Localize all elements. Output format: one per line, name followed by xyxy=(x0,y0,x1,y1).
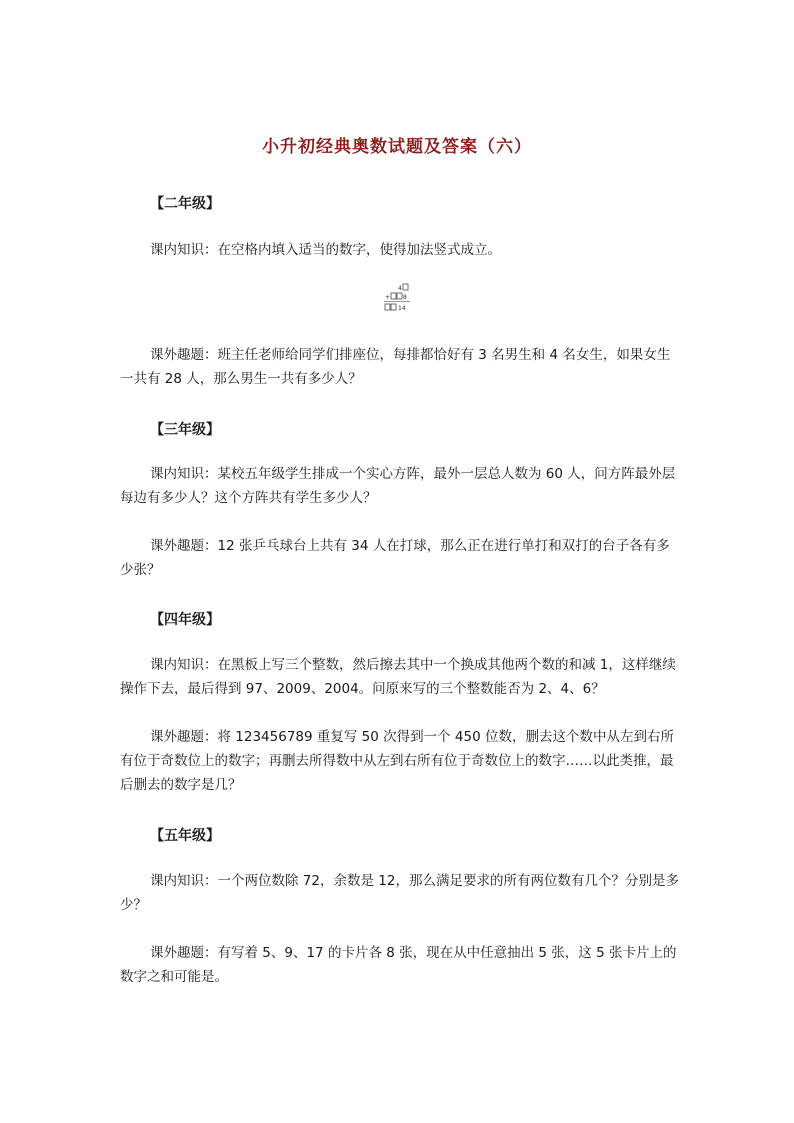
document-title: 小升初经典奥数试题及答案（六） xyxy=(262,137,532,157)
addition-puzzle-figure xyxy=(372,283,422,313)
extra-question-4: 课外趣题：将 123456789 重复写 50 次得到一个 450 位数，删去这个数中从左到右所有位于奇数位上的数字；再删去所得数中从左到右所有位于奇数位上的数字……以此类推，最后删去的数字是几？ xyxy=(120,729,674,793)
blank-box xyxy=(391,304,396,310)
puzzle-digits: 14 xyxy=(398,305,406,312)
plus-sign: + xyxy=(385,294,391,301)
blank-box xyxy=(391,293,396,299)
extra-question-3: 课外趣题：12 张乒乓球台上共有 34 人在打球，那么正在进行单打和双打的台子各有多少张？ xyxy=(120,538,670,578)
grade-heading-5: 【五年级】 xyxy=(150,828,220,844)
in-class-question-2: 课内知识：在空格内填入适当的数字，使得加法竖式成立。 xyxy=(150,242,501,258)
grade-heading-3: 【三年级】 xyxy=(150,422,220,438)
in-class-question-5: 课内知识：一个两位数除 72，余数是 12，那么满足要求的所有两位数有几个？分别是多少？ xyxy=(120,873,679,913)
blank-box xyxy=(385,304,390,310)
grade-heading-4: 【四年级】 xyxy=(150,612,220,628)
in-class-question-4: 课内知识：在黑板上写三个整数，然后擦去其中一个换成其他两个数的和减 1，这样继续操作下去，最后得到 97、2009、2004。问原来写的三个整数能否为 2、4、6？ xyxy=(120,657,676,697)
extra-question-2: 课外趣题：班主任老师给同学们排座位，每排都恰好有 3 名男生和 4 名女生，如果女生一共有 28 人，那么男生一共有多少人？ xyxy=(120,347,671,387)
blank-box xyxy=(397,293,402,299)
puzzle-digit: 4 xyxy=(398,285,402,292)
in-class-question-3: 课内知识：某校五年级学生排成一个实心方阵，最外一层总人数为 60 人，问方阵最外层每边有多少人？这个方阵共有学生多少人？ xyxy=(120,466,676,506)
grade-heading-2: 【二年级】 xyxy=(150,196,220,212)
blank-box xyxy=(403,284,408,290)
puzzle-digit: 8 xyxy=(403,294,407,301)
extra-question-5: 课外趣题：有写着 5、9、17 的卡片各 8 张，现在从中任意抽出 5 张，这 5 张卡片上的数字之和可能是。 xyxy=(120,945,677,985)
addition-puzzle-svg xyxy=(372,283,422,313)
